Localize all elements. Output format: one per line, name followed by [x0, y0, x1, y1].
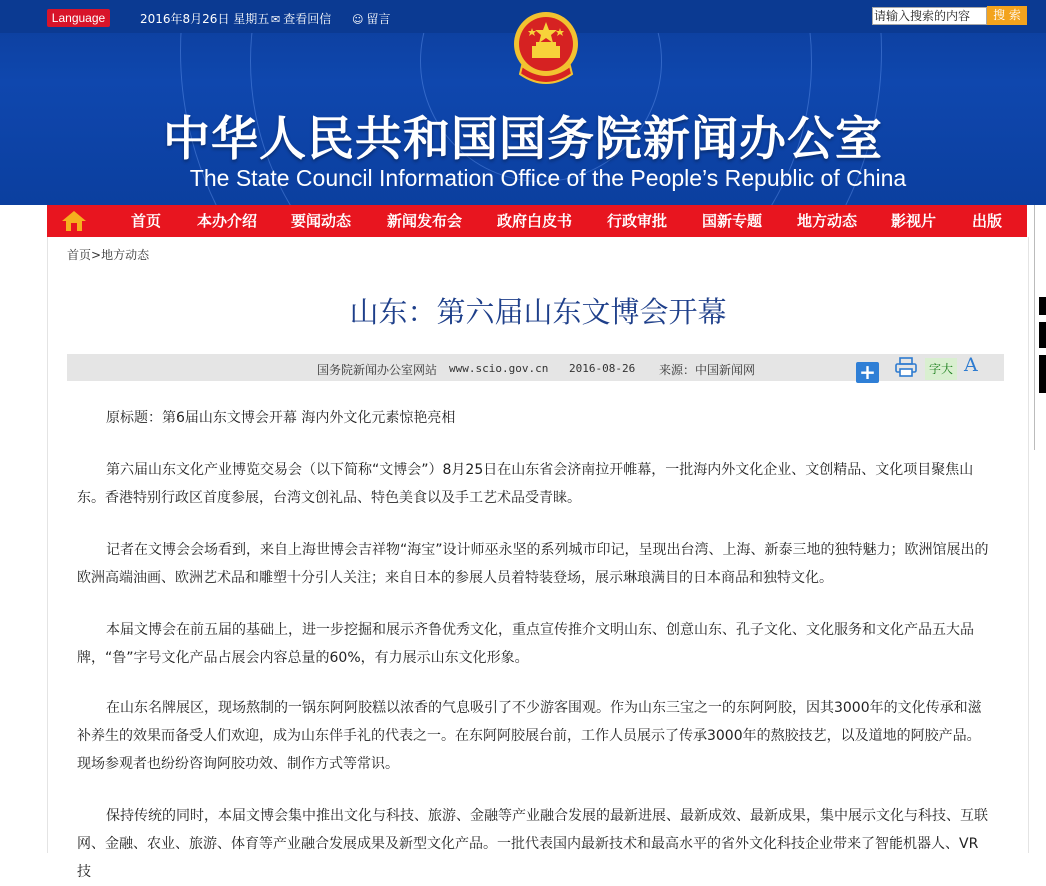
nav-news[interactable]: 要闻动态 — [291, 212, 352, 230]
main-navigation — [47, 205, 1027, 237]
article-paragraph: 第六届山东文化产业博览交易会（以下简称“文博会”）8月25日在山东省会济南拉开帷幕，一批海内外文化企业、文创精品、文化项目聚焦山东。香港特别行政区首度参展，台湾文创礼品、特色美食以及手工艺术品受青睐。 — [77, 462, 974, 506]
site-header — [0, 0, 1046, 205]
article-paragraph: 在山东名牌展区，现场熬制的一锅东阿阿胶糕以浓香的气息吸引了不少游客围观。作为山东三宝之一的东阿阿胶，因其3000年的文化传承和滋补养生的效果而备受人们欢迎，成为山东伴手礼的代表之一。在东阿阿胶展台前，工作人员展示了传承3000年的熬胶技艺，以及道地的阿胶产品。现场参观者也纷纷咨询阿胶功效、制作方式等常识。 — [77, 700, 982, 772]
font-enlarge-button[interactable]: 字大 — [925, 358, 957, 380]
article-paragraph: 记者在文博会会场看到，来自上海世博会吉祥物“海宝”设计师巫永坚的系列城市印记，呈现出台湾、上海、新泰三地的独特魅力；欧洲馆展出的欧洲高端油画、欧洲艺术品和雕塑十分引人关注；来自日本的参展人员着特装登场，展示琳琅满目的日本商品和独特文化。 — [77, 542, 989, 586]
current-date: 2016年8月26日 星期五 — [140, 12, 270, 26]
breadcrumb: 首页>地方动态 — [67, 248, 150, 262]
nav-admin-approval[interactable]: 行政审批 — [607, 212, 668, 230]
language-button[interactable]: Language — [47, 9, 110, 27]
font-size-icon[interactable]: A — [964, 354, 978, 376]
nav-white-papers[interactable]: 政府白皮书 — [497, 212, 573, 230]
meta-site: 国务院新闻办公室网站 — [317, 363, 438, 377]
article-paragraph: 原标题：第6届山东文博会开幕 海内外文化元素惊艳亮相 — [106, 410, 456, 426]
nav-home[interactable]: 首页 — [131, 212, 162, 230]
meta-source: 来源：中国新闻网 — [659, 363, 756, 377]
speech-bubble-icon: ☺ — [352, 13, 364, 26]
home-icon[interactable] — [61, 210, 87, 232]
meta-url: www.scio.gov.cn — [449, 362, 549, 375]
side-decoration — [1039, 355, 1046, 393]
nav-videos[interactable]: 影视片 — [891, 212, 937, 230]
nav-publications[interactable]: 出版 — [972, 212, 1003, 230]
print-icon[interactable] — [895, 357, 917, 377]
article-paragraph: 本届文博会在前五届的基础上，进一步挖掘和展示齐鲁优秀文化，重点宣传推介文明山东、创意山东、孔子文化、文化服务和文化产品五大品牌，“鲁”字号文化产品占展会内容总量的60%，有力展示山东文化形象。 — [77, 622, 974, 666]
search-button[interactable]: 搜 索 — [987, 6, 1027, 25]
share-plus-icon[interactable]: + — [856, 362, 879, 383]
nav-local-news[interactable]: 地方动态 — [797, 212, 858, 230]
envelope-icon: ✉ — [271, 13, 281, 26]
article-paragraph: 保持传统的同时，本届文博会集中推出文化与科技、旅游、金融等产业融合发展的最新进展、最新成效、最新成果，集中展示文化与科技、互联网、金融、农业、旅游、体育等产业融合发展成果及新型文化产品。一批代表国内最新技术和最高水平的省外文化科技企业带来了智能机器人、VR技 — [77, 808, 988, 880]
site-title: 中华人民共和国国务院新闻办公室 — [163, 112, 883, 167]
nav-about[interactable]: 本办介绍 — [197, 212, 258, 230]
view-reply-link[interactable]: ✉ 查看回信 — [271, 12, 332, 26]
breadcrumb-section[interactable]: 地方动态 — [101, 248, 150, 262]
breadcrumb-home[interactable]: 首页 — [67, 248, 92, 262]
meta-date: 2016-08-26 — [569, 362, 636, 375]
site-subtitle: The State Council Information Office of the People’s Republic of China — [189, 165, 907, 191]
leave-message-link[interactable]: ☺ 留言 — [352, 12, 391, 26]
nav-press-conference[interactable]: 新闻发布会 — [387, 212, 463, 230]
search-input[interactable]: 请输入搜索的内容 — [872, 7, 987, 25]
national-emblem-icon — [512, 8, 580, 86]
nav-special-topics[interactable]: 国新专题 — [702, 212, 763, 230]
article-title: 山东：第六届山东文博会开幕 — [349, 295, 727, 329]
